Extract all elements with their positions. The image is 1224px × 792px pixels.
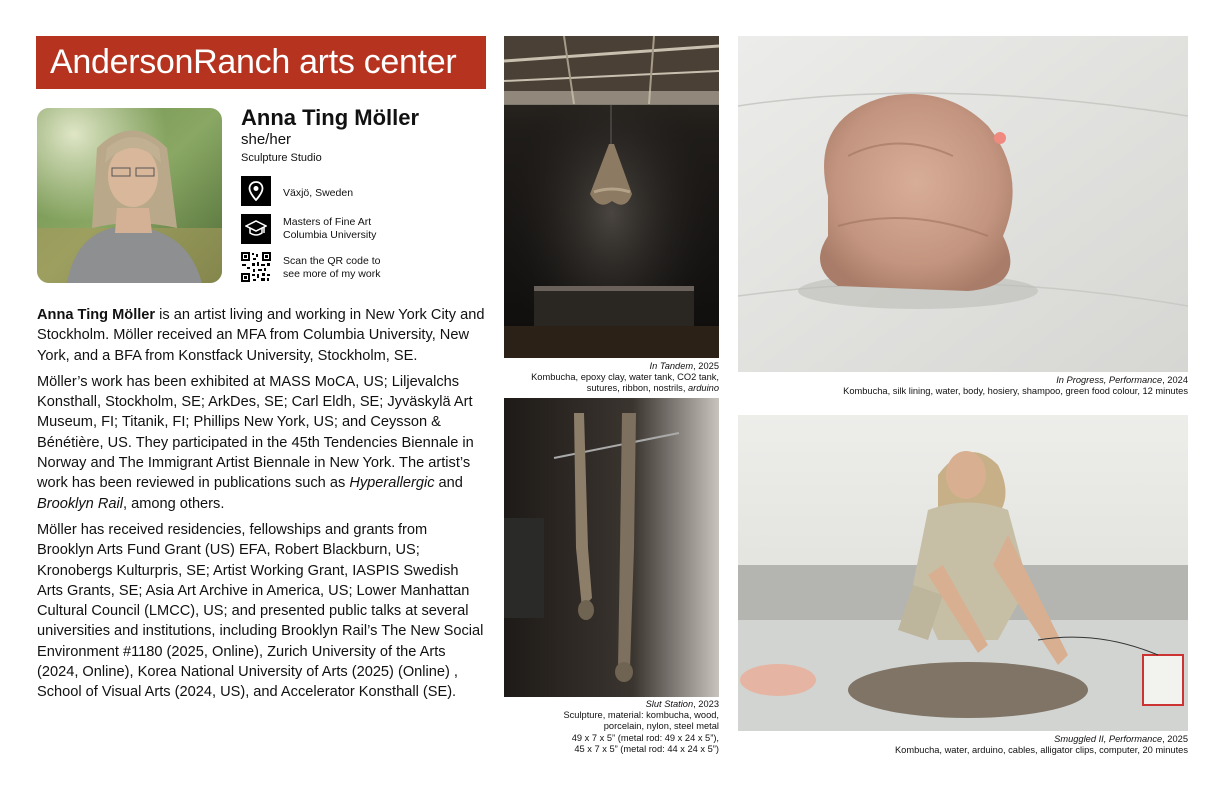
- caption-in-tandem-title-line: [504, 361, 719, 372]
- bio-paragraph-1: [37, 305, 487, 366]
- caption-slut-title-line: [504, 699, 719, 710]
- photo-smuggled-ii: [738, 415, 1188, 731]
- qr-line2: see more of my work: [283, 267, 381, 280]
- work-title-in-progress: In Progress, Performance: [1056, 375, 1163, 385]
- caption-smuggled-title-line: [738, 734, 1188, 745]
- work-year-in-tandem: , 2025: [693, 361, 719, 371]
- caption-in-progress-line1: Kombucha, silk lining, water, body, hosiery, shampoo, green food colour, 12 minutes: [843, 386, 1188, 397]
- degree-line1: Masters of Fine Art: [283, 216, 372, 228]
- studio-label: Sculpture Studio: [241, 152, 322, 164]
- photo-in-progress: [738, 36, 1188, 372]
- caption-slut-line3: 49 x 7 x 5” (metal rod: 49 x 24 x 5”),: [571, 732, 719, 743]
- caption-in-tandem-line2: [504, 383, 719, 394]
- bio-p1-text: is an artist living and working in New York City and Stockholm. Möller received an MFA from Columbia University, New York, and a BFA from Konstfack University, Stockholm, SE.: [37, 307, 485, 364]
- caption-smuggled-line1: Kombucha, water, arduino, cables, alligator clips, computer, 20 minutes: [894, 745, 1188, 756]
- degree-text: [283, 216, 376, 241]
- caption-in-tandem-line2b: arduino: [687, 383, 719, 394]
- bio-pub-2: Brooklyn Rail: [37, 495, 123, 512]
- caption-smuggled-ii: [738, 734, 1188, 756]
- bio-p2-end: , among others.: [122, 495, 225, 512]
- qr-code-icon[interactable]: [241, 252, 271, 282]
- qr-line1: Scan the QR code to: [283, 255, 381, 267]
- work-title-smuggled-ii: Smuggled II, Performance: [1054, 734, 1163, 744]
- degree-line2: Columbia University: [283, 228, 377, 241]
- work-title-slut-station: Slut Station: [645, 699, 694, 709]
- caption-in-progress-title-line: [738, 375, 1188, 386]
- caption-slut-line1: Sculpture, material: kombucha, wood,: [563, 710, 719, 721]
- bio-pub-1: Hyperallergic: [349, 475, 435, 492]
- bio-p2-and: and: [434, 475, 463, 492]
- caption-slut-line4: 45 x 7 x 5” (metal rod: 44 x 24 x 5”): [574, 743, 719, 754]
- caption-slut-station: [504, 699, 719, 755]
- caption-in-tandem: [504, 361, 719, 395]
- photo-in-tandem: [504, 36, 719, 358]
- work-title-in-tandem: In Tandem: [649, 361, 694, 371]
- bio-p2-text: Möller’s work has been exhibited at MASS MoCA, US; Liljevalchs Konsthall, Stockholm, SE; ArkDes, SE; Carl Eldh, SE; Jyväskylä Art Museum, FI; Titanik, FI; Phillips New York, US; and Ceysson & Bénétière, US. They participated in the 45th Tendencies Biennale in Norway and The Immigrant Artist Biennale in New York. The artist’s work has been reviewed in publications such as: [37, 373, 474, 492]
- bio-paragraph-2: [37, 372, 487, 514]
- photo-slut-station: [504, 398, 719, 697]
- work-year-smuggled-ii: , 2025: [1162, 734, 1188, 744]
- artist-bio: [37, 305, 487, 709]
- caption-in-tandem-line2a: sutures, ribbon, nostrils,: [586, 383, 688, 394]
- graduation-cap-icon: [241, 214, 271, 244]
- work-year-in-progress: , 2024: [1162, 375, 1188, 385]
- artist-name: Anna Ting Möller: [241, 105, 420, 130]
- qr-text: [283, 255, 380, 280]
- bio-name: Anna Ting Möller: [37, 307, 156, 323]
- caption-in-progress: [738, 375, 1188, 397]
- caption-slut-line2: porcelain, nylon, steel metal: [603, 721, 719, 732]
- location-pin-icon: [241, 176, 271, 206]
- work-year-slut-station: , 2023: [693, 699, 719, 709]
- artist-pronouns: she/her: [241, 131, 292, 148]
- artist-portrait: [37, 108, 222, 283]
- bio-paragraph-3: Möller has received residencies, fellowships and grants from Brooklyn Arts Fund Grant (US) EFA, Robert Blackburn, US; Kronobergs Kulturpris, SE; Artist Working Grant, IASPIS Swedish Arts Grants, SE; Asia Art Archive in America, US; Lower Manhattan Cultural Council (LMCC), US; and presented public talks at several universities and institutions, including Brooklyn Rail’s The New Social Environment #1180 (2025, Online), Zurich University of the Arts (2024, Online), Korea National University of Arts (2025) (Online) , School of Visual Arts (2024, US), and Accelerator Konsthall (SE).: [37, 521, 484, 701]
- location-text: Växjö, Sweden: [283, 187, 354, 199]
- caption-in-tandem-line1: Kombucha, epoxy clay, water tank, CO2 tank,: [531, 372, 719, 383]
- header-banner: [36, 36, 486, 89]
- banner-title: AndersonRanch arts center: [50, 43, 457, 81]
